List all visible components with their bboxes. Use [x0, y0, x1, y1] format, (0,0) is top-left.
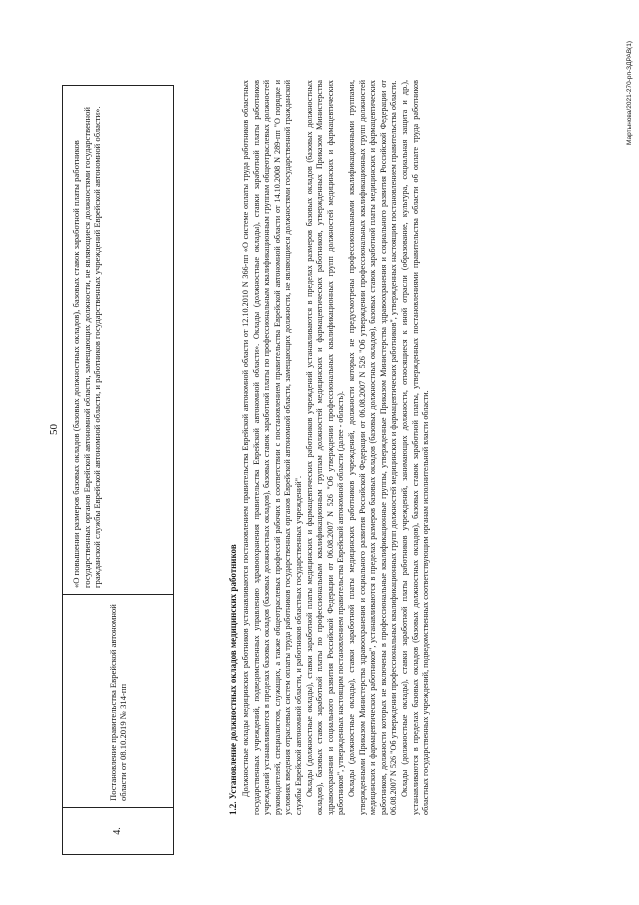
paragraph-1: Должностные оклады медицинских работников устанавливаются постановлением правительства Еврейской автономной области от 12.10.2010 N 366-пп «О системе оплаты труда работников областных государственных учреждений, подведомственных управлению здравоохранения правительства Еврейской автономной области». Оклады (должностные оклады), ставки заработной платы работников учреждений устанавливаются в пределах базовых окладов (базовых должностных окладов), базовых ставок заработной платы по профессиональным квалификационным группам общеотраслевых должностей руководителей, специалистов, служащих, а также общеотраслевых профессий рабочих в соответствии с постановлением правительства Еврейской автономной области от 14.10.2008 N 289-пп "О порядке и условиях введения отраслевых систем оплаты труда работников государственных органов Еврейской автономной области, замещающих должности, не являющиеся должностями государственной гражданской службы Еврейской автономной области, и работников областных государственных учреждений".	[241, 80, 303, 815]
page-number: 50	[48, 424, 60, 435]
row-number: 4.	[63, 808, 174, 855]
act-title: «О повышении размеров базовых окладов (базовых должностных окладов), базовых ставок заработной платы работников государственных органов Еврейской автономной области, замещающих должности, не являющиеся должностями государственной гражданской службы Еврейской автономной области, и работников государственных учреждений Еврейской автономной области».	[63, 86, 174, 595]
paragraph-4: Оклады (должностные оклады), ставки заработной платы работников учреждений, занимающих должности, относящиеся к иной отрасли (образование, культура, социальная защита и др.), устанавливаются в пределах базовых окладов (базовых должностных окладов), базовых ставок заработной платы, утвержденных постановлениями правительства области об оплате труда работников областных государственных учреждений, подведомственных соответствующим органам исполнительной власти области.	[399, 80, 431, 815]
legal-acts-table	[62, 85, 174, 855]
body-text	[241, 80, 432, 815]
paragraph-2: Оклады (должностные оклады), ставки заработной платы медицинских и фармацевтических работников учреждений устанавливаются в пределах размеров базовых окладов (базовых должностных окладов), базовых ставок заработной платы по профессиональным квалификационным группам должностей медицинских и фармацевтических работников, утвержденных Приказом Министерства здравоохранения и социального развития Российской Федерации от 06.08.2007 N 526 "Об утверждении профессиональных квалификационных групп должностей медицинских и фармацевтических работников", утвержденных настоящим постановлением правительства Еврейской автономной области (далее - область).	[304, 80, 346, 815]
footer-code: Мартынова/2021-270-рп-ЗДРАВ(1)	[626, 40, 633, 145]
paragraph-3: Оклады (должностные оклады), ставки заработной платы медицинских работников учреждений, должности которых не предусмотрены профессиональными квалификационными группами, утвержденными Приказом Министерства здравоохранения и социального развития Российской Федерации от 06.08.2007 N 526 "Об утверждении профессиональных квалификационных групп должностей медицинских и фармацевтических работников", устанавливаются в пределах размеров базовых окладов (базовых должностных окладов), базовых ставок заработной платы медицинских и фармацевтических работников, должности которых не включены в профессиональные квалификационные группы, утвержденные Приказом Министерства здравоохранения и социального развития Российской Федерации от 06.08.2007 N 526 "Об утверждении профессиональных квалификационных групп должностей медицинских и фармацевтических работников", утвержденных настоящим постановлением правительства области.	[346, 80, 399, 815]
act-reference: Постановление правительства Еврейской автономной области от 08.10.2019 № 314-пп	[63, 595, 174, 808]
table-row	[63, 86, 174, 855]
section-title: 1.2. Установление должностных окладов медицинских работников	[228, 544, 238, 815]
